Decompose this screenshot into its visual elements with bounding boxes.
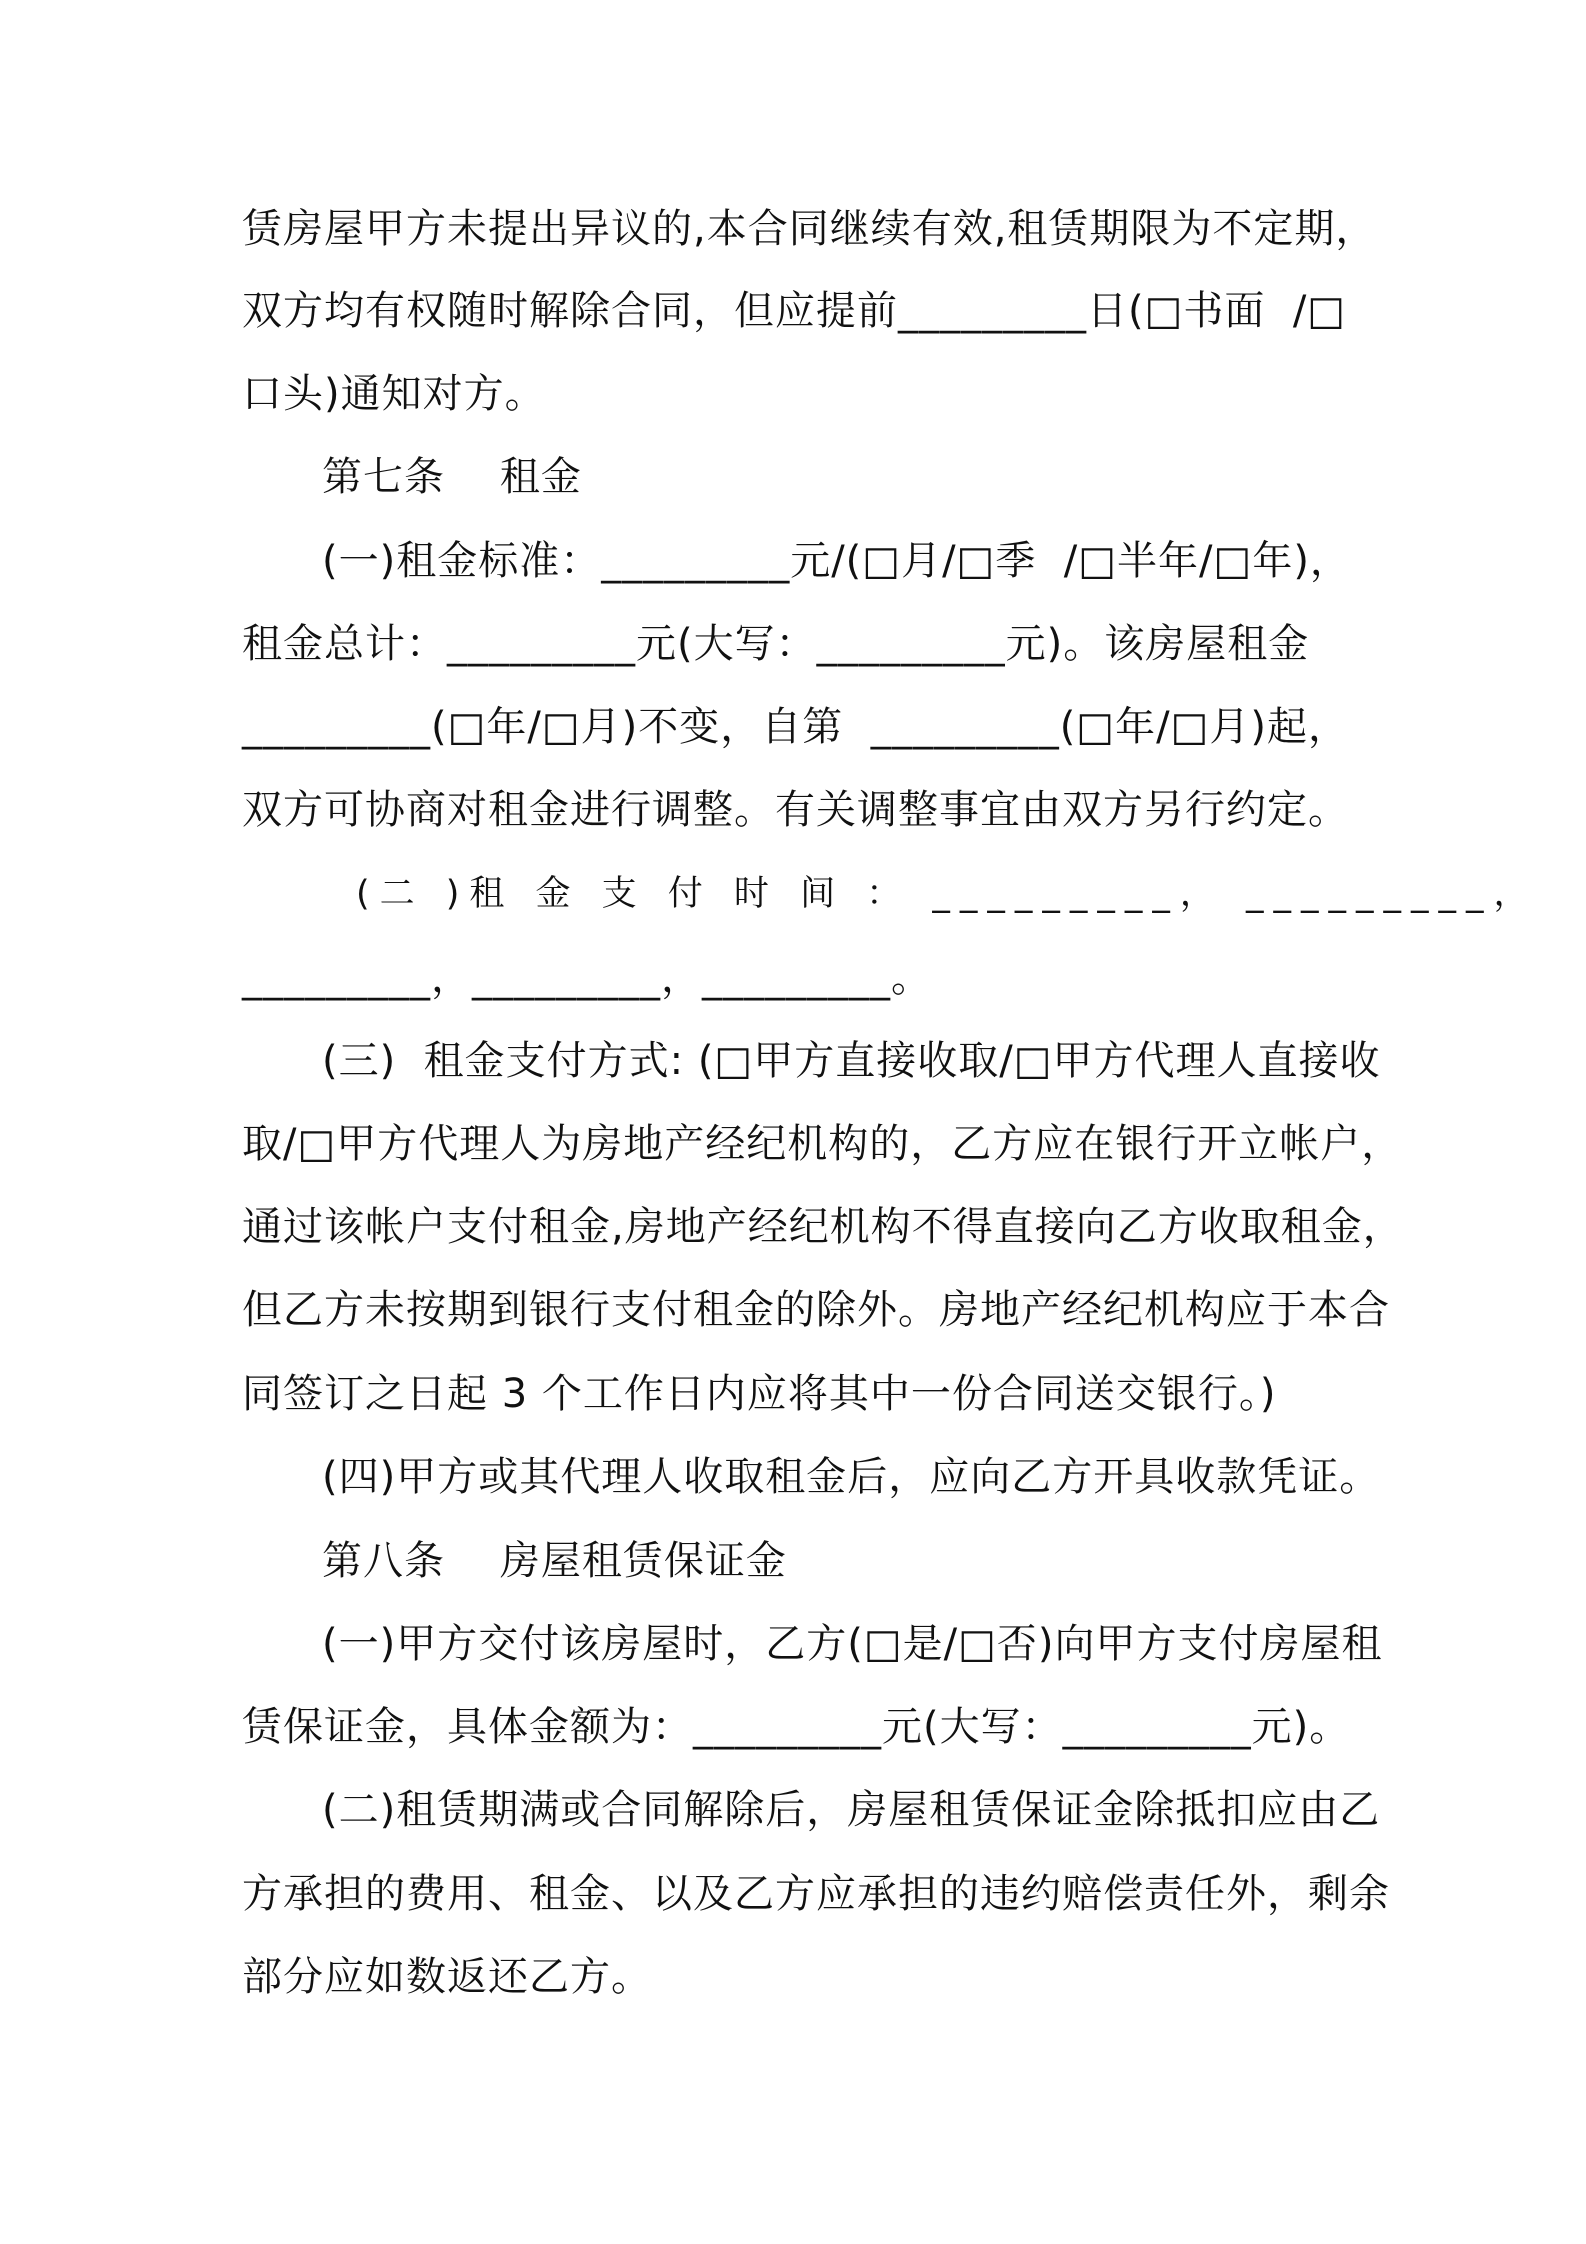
text-line: 同签订之日起 3 个工作日内应将其中一份合同送交银行。) bbox=[242, 1371, 1277, 1417]
text-line: (三) 租金支付方式: (□甲方直接收取/□甲方代理人直接收 bbox=[322, 1038, 1381, 1084]
article-heading: 第七条 租金 bbox=[322, 454, 582, 500]
text-line: (二)租赁期满或合同解除后，房屋租赁保证金除抵扣应由乙 bbox=[322, 1787, 1381, 1833]
text-line: _________(□年/□月)不变，自第 _________(□年/□月)起， bbox=[242, 704, 1349, 750]
article-heading: 第八条 房屋租赁保证金 bbox=[322, 1538, 787, 1584]
text-line: 双方均有权随时解除合同，但应提前_________日(□书面 /□ bbox=[242, 288, 1347, 334]
text-line: (四)甲方或其代理人收取租金后，应向乙方开具收款凭证。 bbox=[322, 1454, 1381, 1500]
text-line: 赁房屋甲方未提出异议的,本合同继续有效,租赁期限为不定期， bbox=[242, 206, 1377, 252]
text-line: 但乙方未按期到银行支付租金的除外。房地产经纪机构应于本合 bbox=[242, 1287, 1390, 1333]
text-line: _________，_________，_________。 bbox=[242, 955, 932, 1001]
text-line: 方承担的费用、租金、以及乙方应承担的违约赔偿责任外，剩余 bbox=[242, 1871, 1390, 1917]
text-line: 部分应如数返还乙方。 bbox=[242, 1954, 652, 2000]
text-line: 租金总计：_________元(大写：_________元)。该房屋租金 bbox=[242, 621, 1310, 667]
text-line: (一)租金标准：_________元/(□月/□季 /□半年/□年)， bbox=[322, 538, 1351, 584]
text-line: 通过该帐户支付租金,房地产经纪机构不得直接向乙方收取租金， bbox=[242, 1204, 1404, 1250]
text-line: 取/□甲方代理人为房地产经纪机构的，乙方应在银行开立帐户， bbox=[242, 1121, 1403, 1167]
text-line: (二 )租 金 支 付 时 间 ： _________， _________， bbox=[356, 874, 1539, 914]
text-line: (一)甲方交付该房屋时，乙方(□是/□否)向甲方支付房屋租 bbox=[322, 1621, 1383, 1667]
text-line: 赁保证金，具体金额为：_________元(大写：_________元)。 bbox=[242, 1704, 1351, 1750]
text-line: 双方可协商对租金进行调整。有关调整事宜由双方另行约定。 bbox=[242, 787, 1349, 833]
text-line: 口头)通知对方。 bbox=[242, 371, 546, 417]
